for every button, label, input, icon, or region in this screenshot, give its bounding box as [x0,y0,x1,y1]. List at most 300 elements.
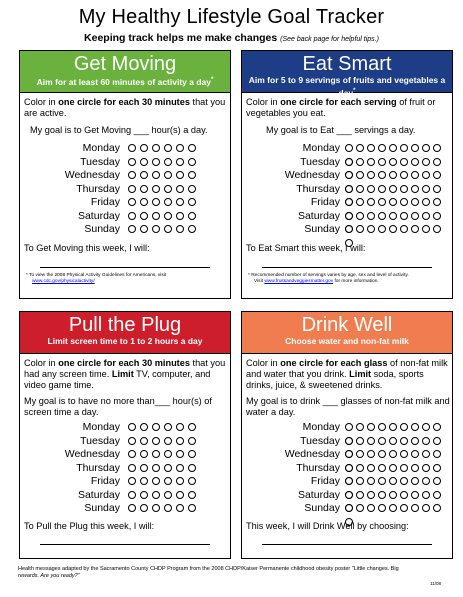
tracking-circle[interactable] [356,477,364,485]
tracking-circle[interactable] [345,437,353,445]
tracking-circle[interactable] [188,158,196,166]
tracking-circle[interactable] [128,450,136,458]
tracking-circle[interactable] [378,198,386,206]
day-row [242,142,452,156]
tracking-circle[interactable] [422,423,430,431]
tracking-circle[interactable] [345,158,353,166]
tracking-circle[interactable] [164,464,172,472]
tracking-circle[interactable] [164,185,172,193]
tracking-circle[interactable] [422,171,430,179]
tracking-circle[interactable] [389,171,397,179]
page-title: My Healthy Lifestyle Goal Tracker [78,6,385,28]
tracking-circle[interactable] [400,423,408,431]
tracking-circle[interactable] [433,171,441,179]
day-name: Thursday [76,461,120,474]
tracking-circle[interactable] [188,185,196,193]
tracking-circle[interactable] [176,144,184,152]
intro-text: Color in [24,97,59,107]
tracking-circle[interactable] [345,450,353,458]
write-in-line[interactable] [40,267,210,268]
tracking-circle[interactable] [389,185,397,193]
tracking-circle[interactable] [140,491,148,499]
tracking-circle[interactable] [400,504,408,512]
tracking-circle[interactable] [433,504,441,512]
tracking-circle[interactable] [411,491,419,499]
tracking-circle[interactable] [164,158,172,166]
tracking-circle[interactable] [140,144,148,152]
tracking-circle[interactable] [128,212,136,220]
card-body [20,354,230,558]
day-name: Saturday [297,209,340,222]
tracking-circle[interactable] [188,491,196,499]
tracking-circle[interactable] [367,185,375,193]
tracking-circle[interactable] [140,464,148,472]
week-plan-label: To Pull the Plug this week, I will: [24,521,155,531]
tracking-circle[interactable] [345,423,353,431]
tracking-circle[interactable] [140,171,148,179]
tracking-circle[interactable] [176,437,184,445]
day-name: Tuesday [300,434,340,447]
tracking-circle[interactable] [367,158,375,166]
card-pull-the-plug [19,311,231,559]
tracking-circle[interactable] [411,450,419,458]
tracking-circle[interactable] [140,504,148,512]
tracking-circle[interactable] [411,144,419,152]
card-subtitle-text: Aim for at least 60 minutes of activity a day [36,76,211,87]
card-subtitle: Aim for at least 60 minutes of activity a day* [36,76,214,87]
tracking-circle[interactable] [345,212,353,220]
tracking-circle[interactable] [128,225,136,233]
tracking-circle[interactable] [128,423,136,431]
tracking-circle[interactable] [378,450,386,458]
tracking-circle[interactable] [367,171,375,179]
week-plan-label: To Eat Smart this week, I will: [246,243,366,253]
tracking-circle[interactable] [411,212,419,220]
tracking-circle[interactable] [188,450,196,458]
tracking-circle[interactable] [367,225,375,233]
tracking-circle[interactable] [176,185,184,193]
tracking-circle[interactable] [164,212,172,220]
tracking-circle[interactable] [422,477,430,485]
tracking-circle[interactable] [128,144,136,152]
day-row [242,475,452,489]
tracking-circle[interactable] [164,144,172,152]
tracking-circle[interactable] [152,171,160,179]
tracking-circle[interactable] [367,477,375,485]
card-title: Get Moving [73,53,177,75]
circle-group [128,142,200,156]
tracking-circle[interactable] [356,158,364,166]
tracking-circle[interactable] [164,491,172,499]
tracking-circle[interactable] [152,464,160,472]
tracking-circle[interactable] [433,225,441,233]
goal-statement: My goal is to drink ___ glasses of non-fat milk and water a day. [246,396,450,417]
day-row [242,421,452,435]
tracking-circle[interactable] [345,225,353,233]
tracking-circle[interactable] [345,477,353,485]
tracking-circle[interactable] [188,144,196,152]
intro-text: Color in [246,358,281,368]
day-name: Monday [302,421,340,433]
footnote-text: Visit [254,279,265,284]
tracking-circle[interactable] [422,437,430,445]
day-tracker [242,142,452,237]
card-header [242,51,452,98]
card-eat-smart [241,50,453,299]
tracking-circle[interactable] [400,225,408,233]
tracking-circle[interactable] [188,212,196,220]
card-footnote: * Recommended number of servings varies by age, sex and level of activity. Visit www.fruitsandveggiesmatter.gov for more information. [248,273,409,284]
week-plan-label: This week, I will Drink Well by choosing: [246,521,409,531]
tracking-circle[interactable] [356,491,364,499]
tracking-circle[interactable] [422,464,430,472]
tracking-circle[interactable] [164,477,172,485]
tracking-circle[interactable] [389,464,397,472]
tracking-circle[interactable] [164,504,172,512]
intro-text: that you had any screen time. [24,358,226,379]
tracking-circle[interactable] [389,504,397,512]
tracking-circle[interactable] [433,491,441,499]
tracking-circle[interactable] [345,464,353,472]
tracking-circle[interactable] [389,423,397,431]
tracking-circle[interactable] [152,198,160,206]
footnote-link[interactable]: www.cdc.gov/physicalactivity/ [32,279,95,284]
tracking-circle[interactable] [152,450,160,458]
day-row [242,183,452,197]
tracking-circle[interactable] [356,185,364,193]
tracking-circle[interactable] [356,464,364,472]
card-header [20,51,230,93]
card-title: Pull the Plug [68,314,182,336]
tracking-circle[interactable] [378,477,386,485]
write-in-line[interactable] [40,544,210,545]
day-name: Wednesday [64,448,120,460]
card-footnote: * To view the 2008 Physical Activity Guidelines for Americans, visit www.cdc.gov/physicalactivity/ [26,273,167,284]
tracking-circle[interactable] [389,491,397,499]
day-row [20,223,230,237]
tracking-circle[interactable] [433,477,441,485]
tracking-circle[interactable] [378,171,386,179]
tracking-circle[interactable] [152,225,160,233]
tracking-circle[interactable] [164,450,172,458]
day-row [242,196,452,210]
tracking-circle[interactable] [422,144,430,152]
tracking-circle[interactable] [378,491,386,499]
circle-group [128,223,200,237]
tracking-circle[interactable] [411,464,419,472]
tracking-circle[interactable] [188,423,196,431]
tracking-circle[interactable] [400,185,408,193]
tracking-circle[interactable] [367,198,375,206]
tracking-circle[interactable] [378,185,386,193]
day-row [20,502,230,516]
tracking-circle[interactable] [164,198,172,206]
tracking-circle[interactable] [433,464,441,472]
tracking-circle[interactable] [152,212,160,220]
day-row [242,502,452,516]
tracking-circle[interactable] [400,464,408,472]
day-row [20,489,230,503]
tracking-circle[interactable] [176,171,184,179]
tracking-circle[interactable] [140,450,148,458]
intro-bold: one circle for each 30 minutes [58,358,190,368]
tracking-circle[interactable] [128,198,136,206]
tracking-circle[interactable] [400,477,408,485]
tracking-circle[interactable] [176,198,184,206]
tracking-circle[interactable] [433,185,441,193]
circle-group [128,196,200,210]
card-instructions [24,97,229,119]
tracking-circle[interactable] [164,423,172,431]
tracking-circle[interactable] [152,144,160,152]
tracking-circle[interactable] [128,491,136,499]
day-name: Tuesday [80,434,120,447]
tracking-circle[interactable] [128,504,136,512]
tracking-circle[interactable] [176,491,184,499]
circle-group [128,156,200,170]
day-name: Friday [310,475,340,487]
tracking-circle[interactable] [378,212,386,220]
tracking-circle[interactable] [378,464,386,472]
intro-bold: one circle for each serving [280,97,397,107]
tracking-circle[interactable] [140,158,148,166]
tracking-circle[interactable] [164,437,172,445]
tracking-circle[interactable] [345,198,353,206]
tracking-circle[interactable] [400,491,408,499]
tracking-circle[interactable] [411,171,419,179]
footnote-link[interactable]: www.fruitsandveggiesmatter.gov [264,279,334,284]
tracking-circle[interactable] [140,212,148,220]
circle-group [128,421,200,435]
day-row [242,169,452,183]
circle-group [128,502,200,516]
tracking-circle[interactable] [356,198,364,206]
tracking-circle[interactable] [176,423,184,431]
tracking-circle[interactable] [128,171,136,179]
tracking-circle[interactable] [433,212,441,220]
tracking-circle[interactable] [378,437,386,445]
tracking-circle[interactable] [367,423,375,431]
tracking-circle[interactable] [356,450,364,458]
tracking-circle[interactable] [152,423,160,431]
tracking-circle[interactable] [152,437,160,445]
tracking-circle[interactable] [356,225,364,233]
card-instructions [246,358,451,391]
day-name: Friday [90,475,120,487]
tracking-circle[interactable] [422,185,430,193]
tracking-circle[interactable] [188,198,196,206]
tracking-circle[interactable] [411,198,419,206]
tracking-circle[interactable] [188,504,196,512]
tracking-circle[interactable] [345,171,353,179]
tracking-circle[interactable] [176,212,184,220]
tracking-circle[interactable] [378,225,386,233]
tracking-circle[interactable] [411,504,419,512]
tracking-circle[interactable] [367,491,375,499]
tracking-circle[interactable] [176,477,184,485]
tracking-circle[interactable] [128,477,136,485]
tracking-circle[interactable] [411,437,419,445]
card-title: Drink Well [301,314,393,336]
tracking-circle[interactable] [422,225,430,233]
tracking-circle[interactable] [411,225,419,233]
day-row [20,142,230,156]
tracking-circle[interactable] [422,504,430,512]
day-row [20,196,230,210]
tracking-circle[interactable] [433,144,441,152]
tracking-circle[interactable] [345,144,353,152]
tracking-circle[interactable] [422,491,430,499]
tracking-circle[interactable] [152,158,160,166]
tracking-circle[interactable] [188,437,196,445]
goal-statement: My goal is to Get Moving ___ hour(s) a day. [30,125,208,135]
day-tracker [20,421,230,516]
tracking-circle[interactable] [422,212,430,220]
card-body [20,93,230,298]
card-get-moving [19,50,231,299]
tracking-circle[interactable] [128,185,136,193]
card-subtitle: Aim for 5 to 9 servings of fruits and vegetables a day* [248,75,446,98]
day-tracker [242,421,452,516]
tracking-circle[interactable] [188,171,196,179]
footnote-text: for more information. [333,279,379,284]
card-subtitle: Choose water and non-fat milk [285,336,409,346]
tracking-circle[interactable] [176,464,184,472]
tracking-circle[interactable] [356,144,364,152]
footnote-text: Recommended number of servings varies by age, sex and level of activity. [251,273,409,278]
tracking-circle[interactable] [433,450,441,458]
day-name: Saturday [77,488,120,501]
tracking-circle[interactable] [128,437,136,445]
tracking-circle[interactable] [140,437,148,445]
tracking-circle[interactable] [188,225,196,233]
tracking-circle[interactable] [422,450,430,458]
day-row [20,421,230,435]
day-name: Thursday [76,182,120,195]
day-name: Saturday [297,488,340,501]
tracking-circle[interactable] [389,477,397,485]
tracking-circle[interactable] [411,423,419,431]
tracking-circle[interactable] [164,225,172,233]
tracking-circle[interactable] [411,185,419,193]
tracking-circle[interactable] [367,504,375,512]
circle-group [128,183,200,197]
tracking-circle[interactable] [152,185,160,193]
tracking-circle[interactable] [400,212,408,220]
tracking-circle[interactable] [378,423,386,431]
tracking-circle[interactable] [356,212,364,220]
tracking-circle[interactable] [422,198,430,206]
tracking-circle[interactable] [128,158,136,166]
tracking-circle[interactable] [176,450,184,458]
write-in-line[interactable] [262,267,432,268]
day-row [242,462,452,476]
intro-bold: one circle for each 30 minutes [58,97,190,107]
tracking-circle[interactable] [140,423,148,431]
tracking-circle[interactable] [400,158,408,166]
tracking-circle[interactable] [433,198,441,206]
tracking-circle[interactable] [389,225,397,233]
intro-text: Color in [246,97,281,107]
tracking-circle[interactable] [356,437,364,445]
tracking-circle[interactable] [367,450,375,458]
day-name: Thursday [296,182,340,195]
tracking-circle[interactable] [128,464,136,472]
tracking-circle[interactable] [367,212,375,220]
tracking-circle[interactable] [400,144,408,152]
tracking-circle[interactable] [164,171,172,179]
tracking-circle[interactable] [378,158,386,166]
tracking-circle[interactable] [411,158,419,166]
tracking-circle[interactable] [176,504,184,512]
tracking-circle[interactable] [433,158,441,166]
tracking-circle[interactable] [367,144,375,152]
tracking-circle[interactable] [356,504,364,512]
tracking-circle[interactable] [367,464,375,472]
tracking-circle[interactable] [176,158,184,166]
tracking-circle[interactable] [400,450,408,458]
intro-text: Color in [24,358,59,368]
tracking-circle[interactable] [400,437,408,445]
intro-text: soda, sports drinks, juice, & sweetened drinks. [246,369,424,390]
tracking-circle[interactable] [400,171,408,179]
day-tracker [20,142,230,237]
day-name: Sunday [304,223,340,235]
form-code: 11/08 [430,581,441,586]
tracking-circle[interactable] [422,158,430,166]
day-name: Thursday [296,461,340,474]
tracking-circle[interactable] [389,437,397,445]
tracking-circle[interactable] [140,185,148,193]
tracking-circle[interactable] [378,144,386,152]
tracking-circle[interactable] [400,198,408,206]
tracking-circle[interactable] [345,504,353,512]
tracking-circle[interactable] [140,225,148,233]
tracking-circle[interactable] [356,423,364,431]
tracking-circle[interactable] [345,491,353,499]
tracking-circle[interactable] [356,171,364,179]
footnote-text: To view the 2008 Physical Activity Guidelines for Americans, visit [29,273,167,278]
tracking-circle[interactable] [188,477,196,485]
tracking-circle[interactable] [389,450,397,458]
tracking-circle[interactable] [389,144,397,152]
tracking-circle[interactable] [152,491,160,499]
tracking-circle[interactable] [140,477,148,485]
tracking-circle[interactable] [176,225,184,233]
goal-statement: My goal is to Eat ___ servings a day. [266,125,416,135]
tracking-circle[interactable] [389,198,397,206]
day-name: Sunday [84,223,120,235]
day-row [20,210,230,224]
tracking-circle[interactable] [378,504,386,512]
tracking-circle[interactable] [345,185,353,193]
card-title: Eat Smart [302,53,392,75]
tracking-circle[interactable] [140,198,148,206]
tracking-circle[interactable] [433,423,441,431]
tracking-circle[interactable] [152,477,160,485]
day-name: Sunday [304,502,340,514]
tracking-circle[interactable] [389,158,397,166]
tracking-circle[interactable] [411,477,419,485]
tracking-circle[interactable] [389,212,397,220]
intro-text: of fruit or vegetables you eat. [246,97,436,118]
write-in-line[interactable] [262,544,432,545]
tracking-circle[interactable] [152,504,160,512]
tracking-circle[interactable] [433,437,441,445]
tracking-circle[interactable] [367,437,375,445]
tracking-circle[interactable] [188,464,196,472]
day-name: Saturday [77,209,120,222]
